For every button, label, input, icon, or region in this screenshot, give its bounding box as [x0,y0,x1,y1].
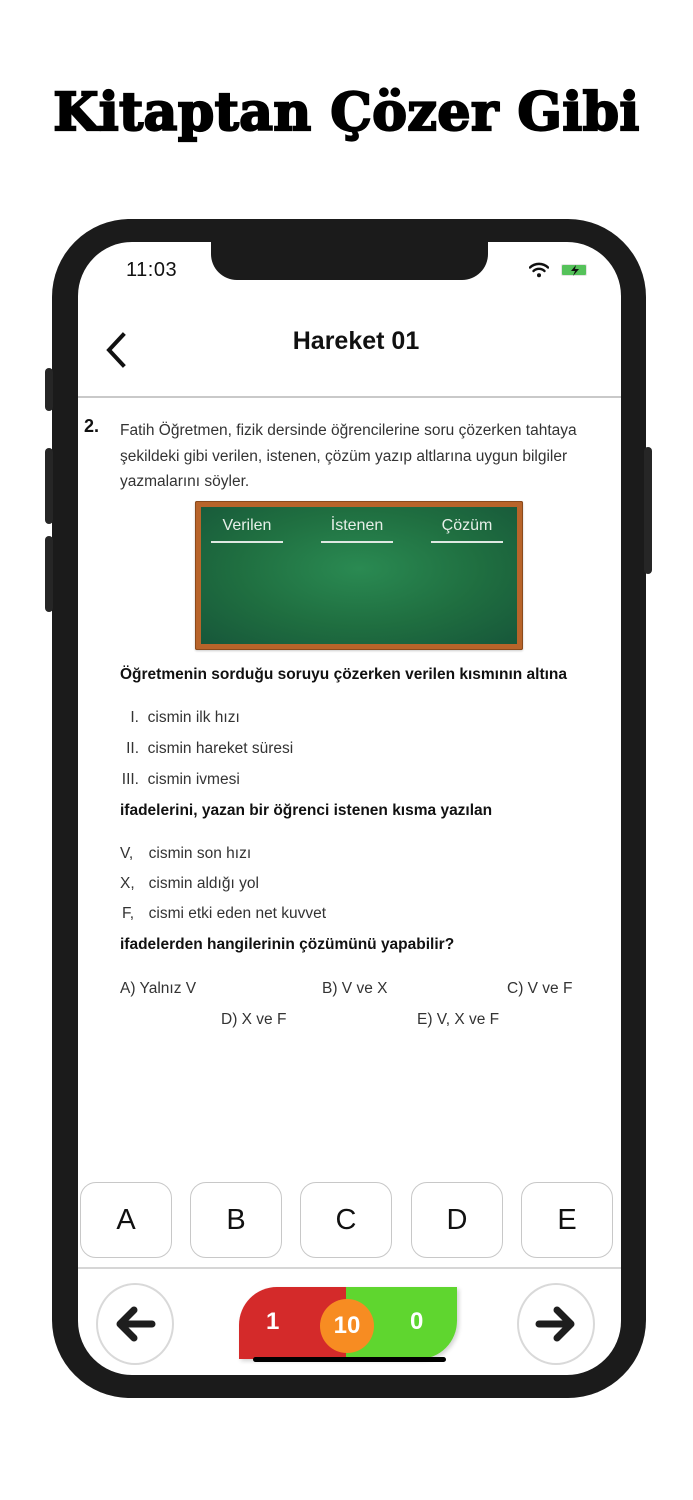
answer-button-d[interactable]: D [411,1182,503,1258]
chalkboard-image [195,501,523,650]
item-label: II. [126,740,139,757]
item-label: F, [122,905,135,922]
question-prompt-3: ifadelerden hangilerinin çözümünü yapabilir? [120,936,455,953]
answer-button-c[interactable]: C [300,1182,392,1258]
item-label: V, [120,845,134,862]
item-text: cismi etki eden net kuvvet [148,905,327,922]
item-label: III. [121,771,139,788]
question-prompt-1: Öğretmenin sorduğu soruyu çözerken verilen kısmının altına [120,666,568,683]
home-indicator[interactable] [253,1357,446,1362]
bolt-icon [569,265,581,276]
wifi-icon [529,262,549,278]
chalkboard-surface [201,507,517,644]
option-c: C) V ve F [507,980,573,997]
given-item [117,771,240,789]
option-b: B) V ve X [322,980,388,997]
board-label-verilen: Verilen [222,517,272,534]
wrong-count: 1 [266,1308,280,1335]
battery-charging-icon [561,264,587,276]
requested-item [120,875,259,893]
arrow-left-icon [112,1303,158,1345]
item-text: cismin ivmesi [147,771,240,788]
phone-volume-down [45,536,53,612]
item-text: cismin hareket süresi [147,740,294,757]
answer-button-e[interactable]: E [521,1182,613,1258]
phone-silent-switch [45,368,53,411]
total-questions-badge: 10 [320,1299,374,1353]
header-divider [78,396,621,398]
option-e: E) V, X ve F [417,1011,500,1028]
item-label: X, [120,875,135,892]
footer-divider [78,1267,621,1269]
phone-volume-up [45,448,53,524]
board-underline [431,541,503,543]
item-text: cismin son hızı [148,845,252,862]
board-label-istenen: İstenen [330,517,384,534]
answer-button-b[interactable]: B [190,1182,282,1258]
board-underline [211,541,283,543]
phone-power-button [644,447,652,574]
option-d: D) X ve F [221,1011,287,1028]
chevron-left-icon[interactable] [103,331,129,369]
correct-count: 0 [410,1308,424,1335]
arrow-right-icon [533,1303,579,1345]
question-number: 2. [84,416,100,436]
requested-item [122,905,326,923]
next-question-button[interactable] [517,1283,595,1365]
question-prompt-2: ifadelerini, yazan bir öğrenci istenen kısma yazılan [120,802,493,819]
option-a: A) Yalnız V [120,980,197,997]
phone-notch [211,242,488,280]
promo-title: Kitaptan Çözer Gibi [53,82,640,143]
page-title: Hareket 01 [292,327,420,355]
item-text: cismin ilk hızı [147,709,240,726]
question-intro: Fatih Öğretmen, fizik dersinde öğrencilerine soru çözerken tahtaya şekildeki gibi verilen, istenen, çözüm yazıp altlarına uygun bilgiler yazmalarını söyler. [120,422,577,490]
answer-button-a[interactable]: A [80,1182,172,1258]
given-item [117,740,293,758]
previous-question-button[interactable] [96,1283,174,1365]
item-text: cismin aldığı yol [148,875,259,892]
given-item [117,709,240,727]
item-label: I. [130,709,139,726]
board-underline [321,541,393,543]
status-time: 11:03 [126,259,178,281]
requested-item [120,845,251,863]
board-label-cozum: Çözüm [441,517,493,534]
